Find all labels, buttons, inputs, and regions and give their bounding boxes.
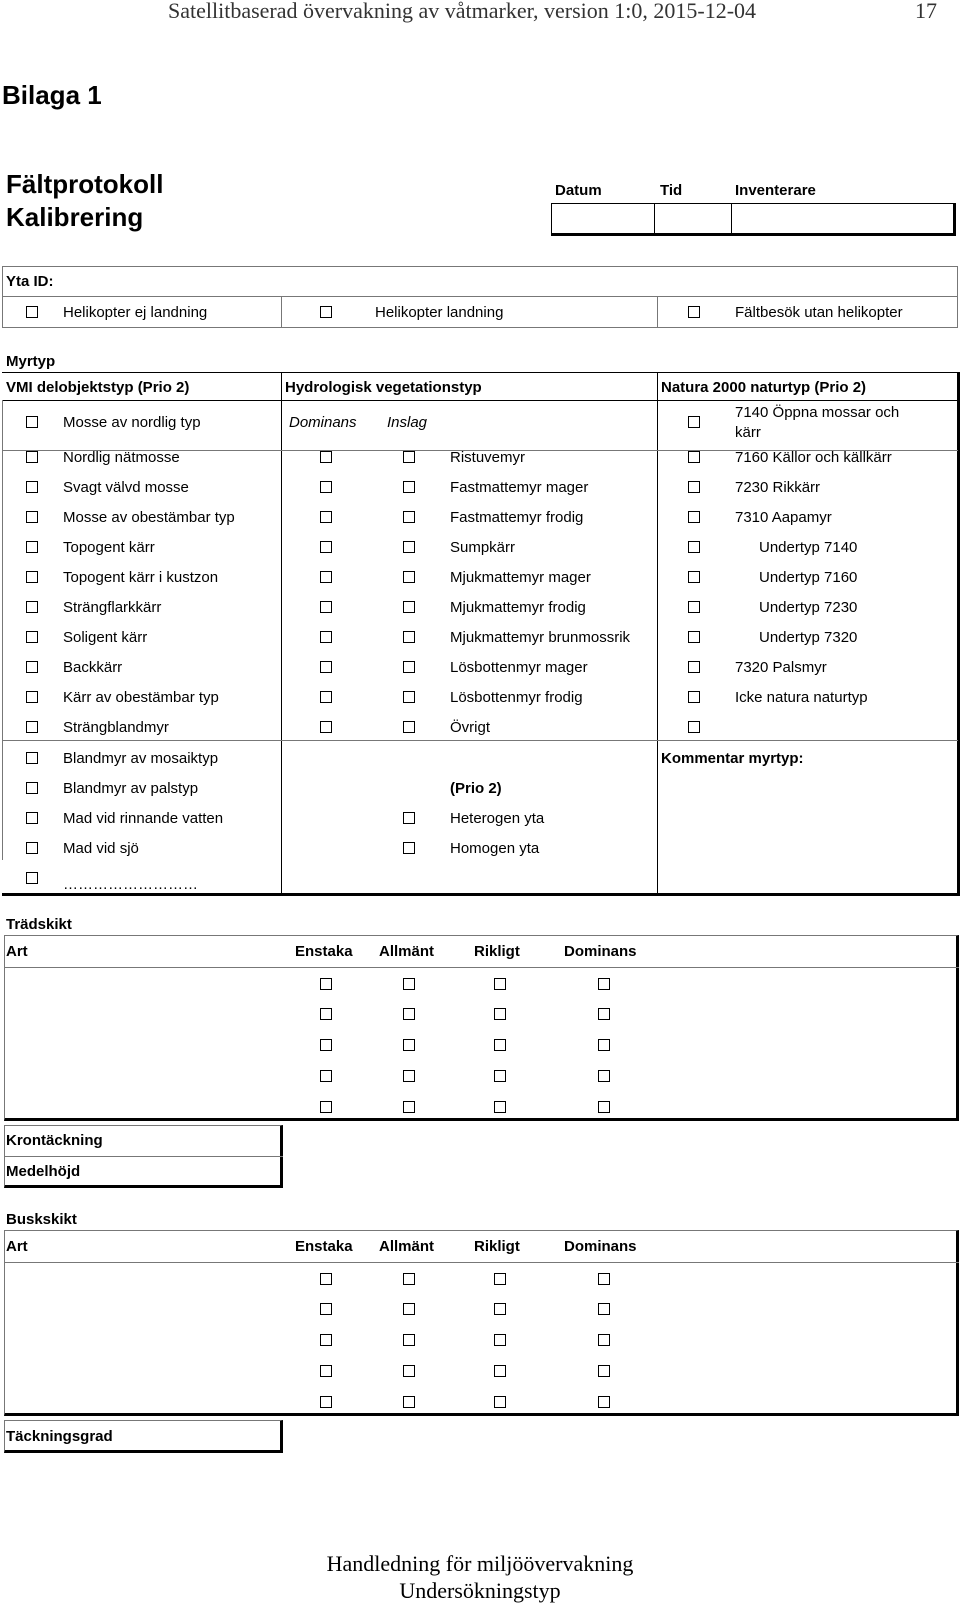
checkbox-buskskikt-allmant[interactable] [403, 1365, 415, 1377]
checkbox-vmi[interactable] [26, 691, 38, 703]
kommentar-label: Kommentar myrtyp: [661, 750, 804, 767]
hydro-item: Mjukmattemyr brunmossrik [450, 629, 631, 646]
natura-item: 7160 Källor och källkärr [735, 449, 892, 466]
checkbox-dominans[interactable] [320, 571, 332, 583]
vmi-item: Blandmyr av palstyp [63, 780, 199, 797]
natura-item: Undertyp 7160 [759, 569, 858, 586]
tradskikt-rikligt-header: Rikligt [474, 943, 520, 960]
checkbox-heterogen[interactable] [403, 812, 415, 824]
form-title [6, 168, 163, 234]
vmi-item: Soligent kärr [63, 629, 148, 646]
option-faltbesok: Fältbesök utan helikopter [735, 304, 903, 321]
checkbox-inslag[interactable] [403, 481, 415, 493]
checkbox-vmi[interactable] [26, 661, 38, 673]
myrtyp-row-line-2 [2, 740, 958, 741]
option-helikopter-ej-landning: Helikopter ej landning [63, 304, 208, 321]
checkbox-tradskikt-allmant[interactable] [403, 1039, 415, 1051]
homogen-label: Homogen yta [450, 840, 540, 857]
checkbox-buskskikt-enstaka[interactable] [320, 1334, 332, 1346]
checkbox-vmi[interactable] [26, 721, 38, 733]
checkbox-tradskikt-dominans[interactable] [598, 1101, 610, 1113]
tradskikt-label: Trädskikt [6, 916, 72, 933]
footer-line1: Handledning för miljöövervakning [326, 1551, 634, 1576]
hydro-item: Lösbottenmyr mager [450, 659, 588, 676]
form-title-line1: Fältprotokoll [6, 169, 164, 199]
checkbox-faltbesok[interactable] [688, 306, 700, 318]
checkbox-buskskikt-rikligt[interactable] [494, 1273, 506, 1285]
checkbox-natura[interactable] [688, 541, 700, 553]
checkbox-tradskikt-dominans[interactable] [598, 1039, 610, 1051]
checkbox-natura[interactable] [688, 661, 700, 673]
footer-line2: Undersökningstyp [399, 1578, 561, 1603]
yta-col-divider-1 [281, 296, 282, 328]
checkbox-buskskikt-dominans[interactable] [598, 1334, 610, 1346]
buskskikt-allmant-header: Allmänt [379, 1238, 435, 1255]
checkbox-tradskikt-enstaka[interactable] [320, 1070, 332, 1082]
checkbox-vmi[interactable] [26, 541, 38, 553]
option-helikopter-landning: Helikopter landning [375, 304, 504, 321]
checkbox-tradskikt-allmant[interactable] [403, 1101, 415, 1113]
checkbox-natura[interactable] [688, 691, 700, 703]
natura-item: Undertyp 7320 [759, 629, 858, 646]
vmi-item: Mosse av nordlig typ [63, 414, 201, 431]
hydro-item: Ristuvemyr [450, 449, 526, 466]
checkbox-inslag[interactable] [403, 691, 415, 703]
checkbox-vmi[interactable] [26, 481, 38, 493]
buskskikt-box [4, 1230, 959, 1416]
yta-col-divider-2 [657, 296, 658, 328]
checkbox-natura[interactable] [688, 416, 700, 428]
inslag-header: Inslag [387, 414, 428, 431]
hydro-header: Hydrologisk vegetationstyp [285, 379, 482, 396]
vmi-item: Topogent kärr [63, 539, 155, 556]
checkbox-dominans[interactable] [320, 541, 332, 553]
buskskikt-art-header: Art [6, 1238, 28, 1255]
natura-item: 7320 Palsmyr [735, 659, 827, 676]
medelhojd-label[interactable]: Medelhöjd [6, 1163, 81, 1180]
buskskikt-label: Buskskikt [6, 1211, 77, 1228]
tradskikt-enstaka-header: Enstaka [295, 943, 353, 960]
kommentar-field[interactable] [660, 772, 954, 890]
checkbox-tradskikt-dominans[interactable] [598, 978, 610, 990]
checkbox-inslag[interactable] [403, 631, 415, 643]
vmi-item: Blandmyr av mosaiktyp [63, 750, 219, 767]
hydro-item: Fastmattemyr frodig [450, 509, 584, 526]
checkbox-vmi[interactable] [26, 416, 38, 428]
checkbox-vmi[interactable] [26, 571, 38, 583]
checkbox-inslag[interactable] [403, 451, 415, 463]
datum-field[interactable] [553, 205, 653, 232]
checkbox-dominans[interactable] [320, 661, 332, 673]
natura-item: Undertyp 7140 [759, 539, 858, 556]
vmi-item: Mosse av obestämbar typ [63, 509, 235, 526]
checkbox-buskskikt-enstaka[interactable] [320, 1303, 332, 1315]
checkbox-dominans[interactable] [320, 631, 332, 643]
checkbox-natura[interactable] [688, 721, 700, 733]
checkbox-tradskikt-enstaka[interactable] [320, 1039, 332, 1051]
checkbox-buskskikt-dominans[interactable] [598, 1365, 610, 1377]
checkbox-tradskikt-rikligt[interactable] [494, 1039, 506, 1051]
checkbox-buskskikt-dominans[interactable] [598, 1303, 610, 1315]
checkbox-dominans[interactable] [320, 451, 332, 463]
datum-label: Datum [555, 182, 602, 199]
vmi-header: VMI delobjektstyp (Prio 2) [6, 379, 190, 396]
checkbox-homogen[interactable] [403, 842, 415, 854]
buskskikt-rikligt-header: Rikligt [474, 1238, 520, 1255]
vmi-item: Strängblandmyr [63, 719, 169, 736]
page-header [0, 0, 960, 26]
natura-item: Undertyp 7230 [759, 599, 858, 616]
myrtyp-left-border [2, 400, 3, 860]
tradskikt-art-header: Art [6, 943, 28, 960]
checkbox-natura[interactable] [688, 631, 700, 643]
checkbox-buskskikt-allmant[interactable] [403, 1396, 415, 1408]
document-title: Satellitbaserad övervakning av våtmarker, version 1:0, 2015-12-04 [168, 0, 757, 23]
hydro-item: Lösbottenmyr frodig [450, 689, 583, 706]
myrtyp-bottom-line [2, 893, 960, 896]
natura-item: Icke natura naturtyp [735, 689, 868, 706]
natura-item: 7310 Aapamyr [735, 509, 832, 526]
checkbox-vmi[interactable] [26, 631, 38, 643]
checkbox-vmi[interactable] [26, 511, 38, 523]
checkbox-buskskikt-enstaka[interactable] [320, 1396, 332, 1408]
checkbox-dominans[interactable] [320, 601, 332, 613]
checkbox-inslag[interactable] [403, 511, 415, 523]
buskskikt-header-line [4, 1262, 959, 1263]
checkbox-buskskikt-allmant[interactable] [403, 1303, 415, 1315]
checkbox-dominans[interactable] [320, 721, 332, 733]
checkbox-tradskikt-enstaka[interactable] [320, 978, 332, 990]
hydro-item: Mjukmattemyr mager [450, 569, 591, 586]
myrtyp-label: Myrtyp [6, 353, 56, 370]
checkbox-buskskikt-dominans[interactable] [598, 1396, 610, 1408]
krontackning-label[interactable]: Krontäckning [6, 1132, 103, 1149]
checkbox-tradskikt-rikligt[interactable] [494, 1008, 506, 1020]
checkbox-buskskikt-enstaka[interactable] [320, 1365, 332, 1377]
myrtyp-top-line [2, 372, 958, 373]
checkbox-dominans[interactable] [320, 481, 332, 493]
checkbox-tradskikt-dominans[interactable] [598, 1008, 610, 1020]
checkbox-vmi[interactable] [26, 782, 38, 794]
buskskikt-dominans-header: Dominans [564, 1238, 637, 1255]
tradskikt-header-line [4, 967, 959, 968]
natura-item: 7230 Rikkärr [735, 479, 821, 496]
tradskikt-measure-divider [4, 1156, 283, 1157]
vmi-item: Kärr av obestämbar typ [63, 689, 219, 706]
tradskikt-allmant-header: Allmänt [379, 943, 435, 960]
vmi-item-blank: ……………………… [63, 876, 198, 893]
hydro-item: Övrigt [450, 719, 491, 736]
checkbox-tradskikt-rikligt[interactable] [494, 1070, 506, 1082]
heterogen-label: Heterogen yta [450, 810, 545, 827]
tradskikt-box [4, 935, 959, 1121]
appendix-title: Bilaga 1 [2, 80, 102, 110]
checkbox-inslag[interactable] [403, 571, 415, 583]
checkbox-buskskikt-dominans[interactable] [598, 1273, 610, 1285]
checkbox-natura[interactable] [688, 601, 700, 613]
natura-item: 7140 Öppna mossar och [735, 404, 900, 421]
checkbox-tradskikt-rikligt[interactable] [494, 978, 506, 990]
checkbox-vmi[interactable] [26, 752, 38, 764]
vmi-item: Mad vid rinnande vatten [63, 810, 224, 827]
checkbox-inslag[interactable] [403, 661, 415, 673]
checkbox-buskskikt-rikligt[interactable] [494, 1365, 506, 1377]
vmi-item: Topogent kärr i kustzon [63, 569, 219, 586]
checkbox-tradskikt-allmant[interactable] [403, 978, 415, 990]
checkbox-tradskikt-allmant[interactable] [403, 1008, 415, 1020]
checkbox-buskskikt-rikligt[interactable] [494, 1396, 506, 1408]
checkbox-buskskikt-rikligt[interactable] [494, 1303, 506, 1315]
checkbox-inslag[interactable] [403, 541, 415, 553]
checkbox-inslag[interactable] [403, 721, 415, 733]
checkbox-tradskikt-enstaka[interactable] [320, 1101, 332, 1113]
vmi-item: Svagt välvd mosse [63, 479, 189, 496]
checkbox-helikopter-ej-landning[interactable] [26, 306, 38, 318]
checkbox-tradskikt-allmant[interactable] [403, 1070, 415, 1082]
checkbox-buskskikt-rikligt[interactable] [494, 1334, 506, 1346]
inventerare-field[interactable] [733, 205, 951, 232]
prio-label: (Prio 2) [450, 780, 502, 797]
checkbox-buskskikt-allmant[interactable] [403, 1273, 415, 1285]
tackningsgrad-label[interactable]: Täckningsgrad [6, 1428, 113, 1445]
dominans-header: Dominans [289, 414, 357, 431]
page-number: 17 [915, 0, 937, 23]
hydro-item: Fastmattemyr mager [450, 479, 589, 496]
vmi-item: Mad vid sjö [63, 840, 139, 857]
checkbox-vmi[interactable] [26, 451, 38, 463]
checkbox-tradskikt-dominans[interactable] [598, 1070, 610, 1082]
myrtyp-header-line [2, 400, 958, 401]
checkbox-natura[interactable] [688, 451, 700, 463]
checkbox-vmi[interactable] [26, 872, 38, 884]
inventerare-divider [731, 204, 732, 233]
inventerare-label: Inventerare [735, 182, 816, 199]
vmi-item: Backkärr [63, 659, 123, 676]
tid-label: Tid [660, 182, 683, 199]
checkbox-dominans[interactable] [320, 691, 332, 703]
hydro-item: Mjukmattemyr frodig [450, 599, 586, 616]
checkbox-natura[interactable] [688, 511, 700, 523]
natura-header: Natura 2000 naturtyp (Prio 2) [661, 379, 867, 396]
checkbox-vmi[interactable] [26, 812, 38, 824]
checkbox-natura[interactable] [688, 571, 700, 583]
checkbox-buskskikt-enstaka[interactable] [320, 1273, 332, 1285]
natura-item-cont: kärr [735, 424, 761, 441]
checkbox-natura[interactable] [688, 481, 700, 493]
form-title-line2: Kalibrering [6, 202, 144, 232]
checkbox-tradskikt-rikligt[interactable] [494, 1101, 506, 1113]
tid-field[interactable] [655, 205, 731, 232]
vmi-item: Nordlig nätmosse [63, 449, 180, 466]
yta-id-label: Yta ID: [6, 273, 54, 290]
vmi-item: Strängflarkkärr [63, 599, 162, 616]
checkbox-vmi[interactable] [26, 601, 38, 613]
checkbox-helikopter-landning[interactable] [320, 306, 332, 318]
checkbox-dominans[interactable] [320, 511, 332, 523]
tradskikt-dominans-header: Dominans [564, 943, 637, 960]
checkbox-buskskikt-allmant[interactable] [403, 1334, 415, 1346]
checkbox-tradskikt-enstaka[interactable] [320, 1008, 332, 1020]
buskskikt-enstaka-header: Enstaka [295, 1238, 353, 1255]
checkbox-vmi[interactable] [26, 842, 38, 854]
checkbox-inslag[interactable] [403, 601, 415, 613]
yta-divider [2, 296, 958, 297]
hydro-item: Sumpkärr [450, 539, 516, 556]
